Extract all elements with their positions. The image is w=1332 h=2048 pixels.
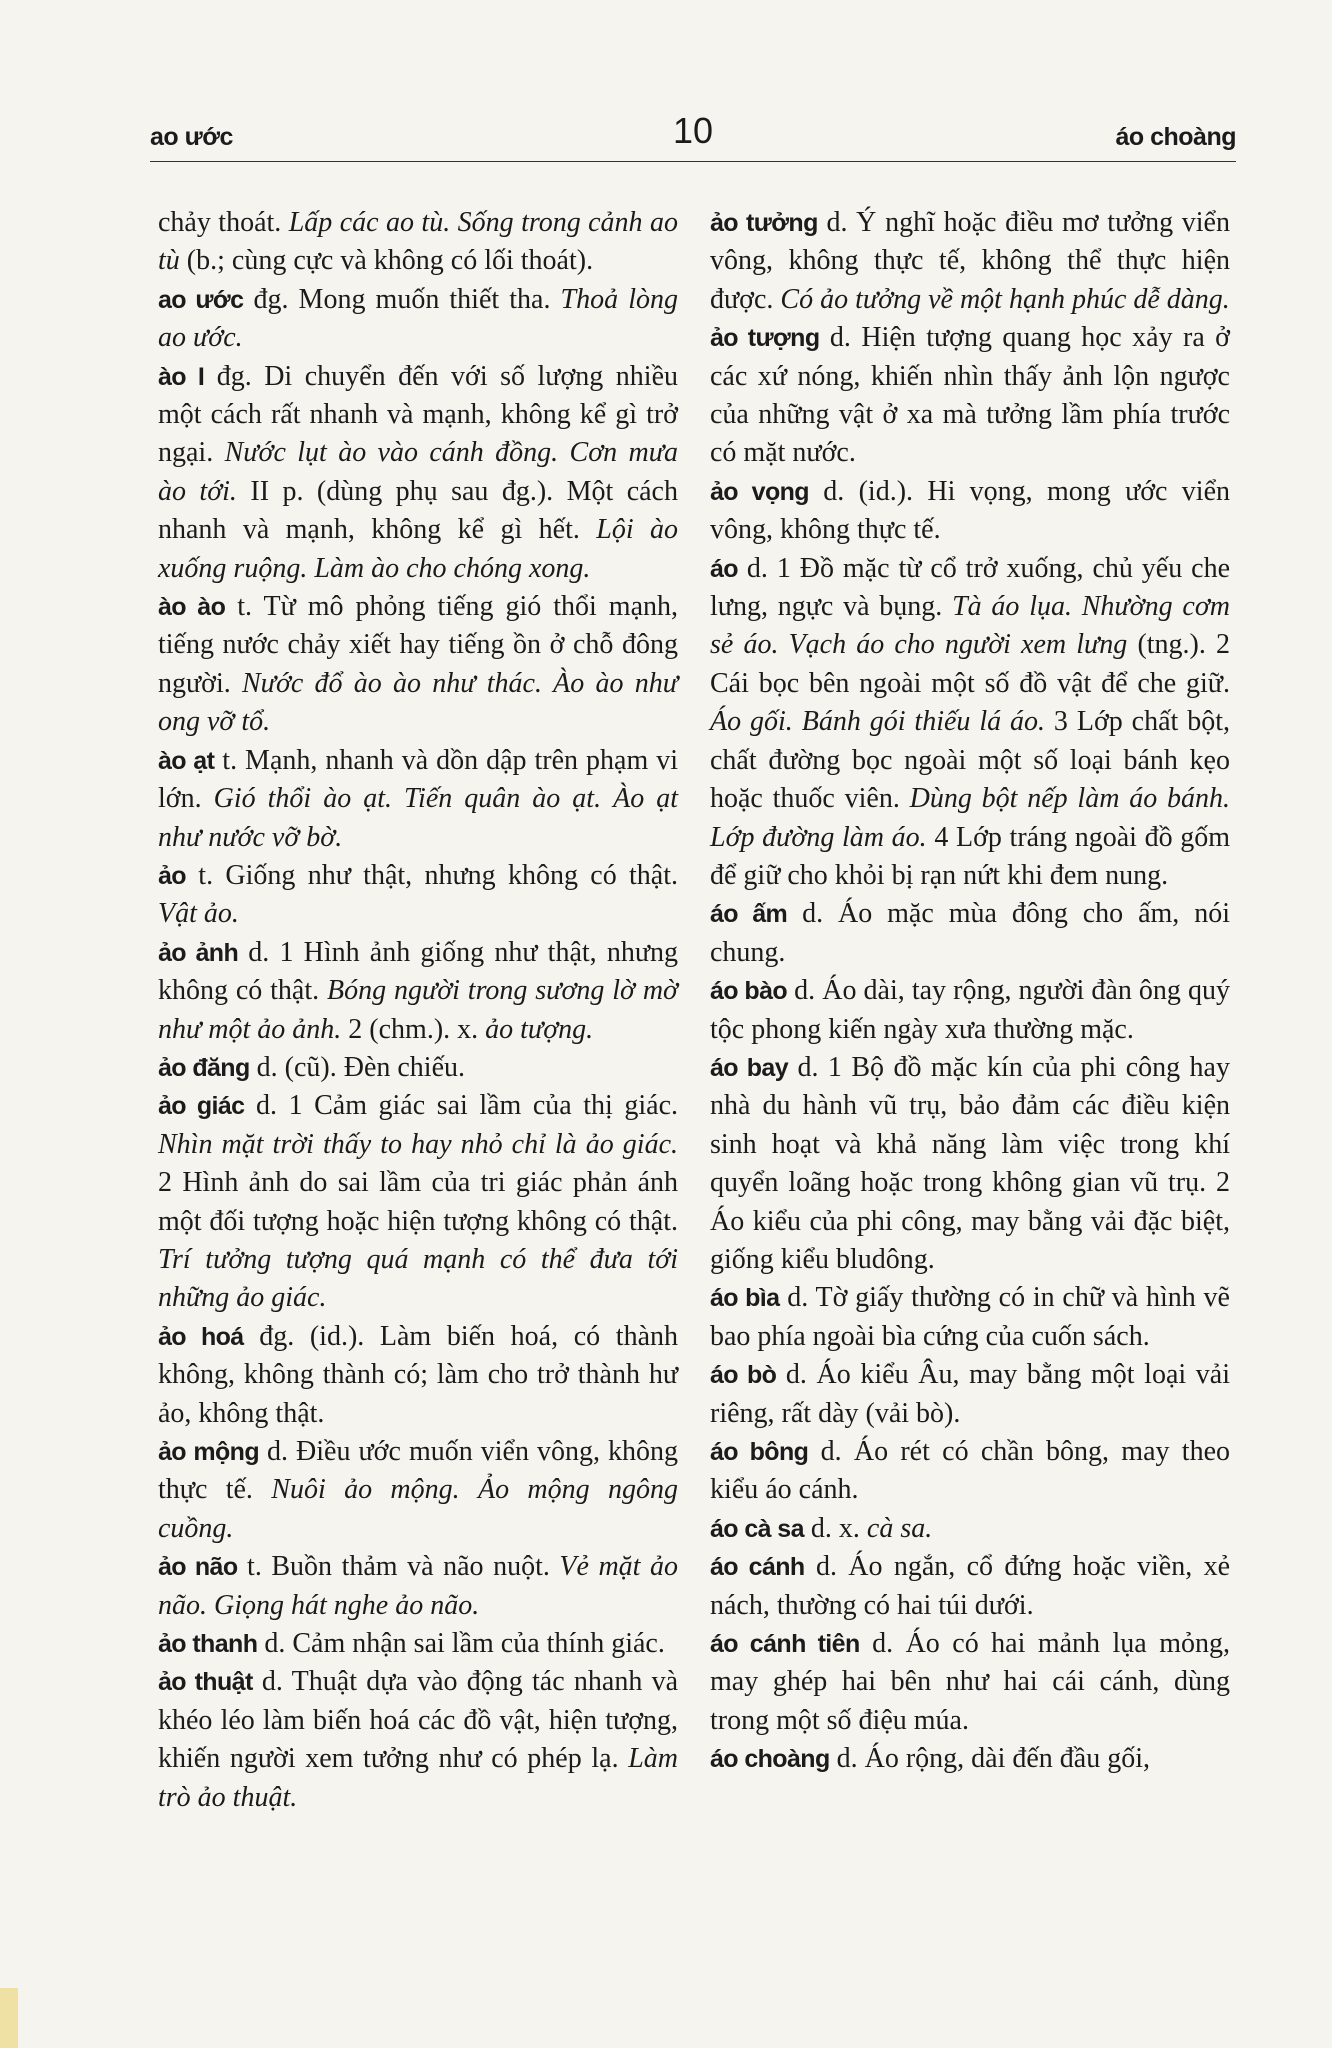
entry-headword: ảo ảnh <box>158 938 239 967</box>
entry-definition: d. Tờ giấy thường có in chữ và hình vẽ bao phía ngoài bìa cứng của cuốn sách. <box>710 1282 1230 1352</box>
entry-definition: đg. (id.). Làm biến hoá, có thành không, không thành có; làm cho trở thành hư ảo, không thật. <box>158 1320 678 1429</box>
entry-headword: ảo <box>158 861 186 890</box>
entry-headword: áo ấm <box>710 900 788 929</box>
dictionary-entry <box>158 281 678 358</box>
entry-definition: đg. Mong muốn thiết tha. <box>243 283 561 315</box>
entry-definition: t. Mạnh, nhanh và dồn dập trên phạm vi lớn. <box>158 744 678 815</box>
entry-definition: đg. Di chuyển đến với số lượng nhiều một cách rất nhanh và mạnh, không kể gì trở ngại. <box>158 360 679 469</box>
dictionary-entry <box>158 1433 678 1548</box>
entry-example: Nuôi ảo mộng. Ảo mộng ngông cuồng. <box>158 1474 678 1544</box>
dictionary-entry <box>710 1279 1230 1356</box>
entry-definition: d. (cũ). Đèn chiếu. <box>249 1051 465 1083</box>
entry-definition: d. Áo rét có chần bông, may theo kiểu áo cánh. <box>710 1436 1230 1506</box>
entry-definition: d. 1 Cảm giác sai lầm của thị giác. <box>244 1090 678 1122</box>
entry-definition: 3 Lớp chất bột, chất đường bọc ngoài một số loại bánh kẹo hoặc thuốc viên. <box>710 706 1230 815</box>
entry-definition: d. Áo mặc mùa đông cho ấm, nói chung. <box>710 898 1230 968</box>
entry-headword: áo cánh <box>710 1553 805 1582</box>
dictionary-entry <box>710 895 1230 972</box>
entry-example: Vẻ mặt ảo não. Giọng hát nghe ảo não. <box>158 1551 679 1621</box>
entry-definition: d. Thuật dựa vào động tác nhanh và khéo léo làm biến hoá các đồ vật, hiện tượng, khiến người xem tưởng như có phép lạ. <box>158 1666 678 1775</box>
dictionary-entry <box>158 1548 678 1625</box>
dictionary-entry <box>710 319 1230 473</box>
entry-example: Bóng người trong sương lờ mờ như một ảo ảnh. <box>158 975 678 1045</box>
entry-definition: chảy thoát. <box>158 207 289 238</box>
entry-definition: d. (id.). Hi vọng, mong ước viển vông, không thực tế. <box>710 475 1231 546</box>
right-column <box>710 204 1230 1779</box>
entry-headword: ảo tượng <box>710 324 820 353</box>
entry-headword: áo bìa <box>710 1284 780 1313</box>
dictionary-entry <box>710 473 1230 550</box>
entry-example: Có ảo tưởng về một hạnh phúc dễ dàng. <box>780 283 1230 315</box>
page-number: 10 <box>672 110 714 151</box>
dictionary-entry <box>710 204 1230 319</box>
dictionary-entry <box>710 1049 1230 1279</box>
entry-example: Áo gối. Bánh gói thiếu lá áo. <box>710 706 1046 738</box>
entry-definition: t. Buồn thảm và não nuột. <box>237 1551 560 1583</box>
entry-definition: 4 Lớp tráng ngoài đồ gốm để giữ cho khỏi bị rạn nứt khi đem nung. <box>710 821 1231 891</box>
dictionary-entry <box>158 934 678 1049</box>
entry-definition: d. 1 Đồ mặc từ cổ trở xuống, chủ yếu che lưng, ngực và bụng. <box>710 552 1230 623</box>
header-first-word: ao ước <box>150 123 233 151</box>
running-header <box>150 110 1236 158</box>
entry-definition: 2 (chm.). x. <box>341 1013 486 1045</box>
dictionary-entry <box>158 204 678 281</box>
dictionary-entry <box>158 358 678 588</box>
entry-example: Gió thổi ào ạt. Tiến quân ào ạt. Ào ạt như nước vỡ bờ. <box>158 783 678 853</box>
entry-headword: áo bông <box>710 1438 809 1466</box>
entry-headword: ào I <box>158 362 205 391</box>
dictionary-entry <box>158 1049 678 1087</box>
entry-definition: t. Từ mô phỏng tiếng gió thổi mạnh, tiếng nước chảy xiết hay tiếng ồn ở chỗ đông người. <box>158 591 678 699</box>
dictionary-entry <box>158 742 678 857</box>
entry-definition: t. Giống như thật, nhưng không có thật. <box>185 859 678 891</box>
entry-definition: d. Áo có hai mảnh lụa mỏng, may ghép hai bên như hai cái cánh, dùng trong một số điệu múa. <box>710 1628 1230 1736</box>
entry-headword: áo bay <box>710 1053 789 1082</box>
entry-example: Tà áo lụa. Nhường cơm sẻ áo. Vạch áo cho người xem lưng <box>710 591 1230 661</box>
entry-headword: áo choàng <box>710 1745 830 1774</box>
entry-example: Nước đổ ào ào như thác. Ào ào như ong vỡ tổ. <box>158 667 679 738</box>
entry-example: Nhìn mặt trời thấy to hay nhỏ chỉ là ảo giác. <box>158 1128 678 1160</box>
entry-headword: áo <box>710 554 738 583</box>
header-last-word: áo choàng <box>1115 123 1236 151</box>
entry-definition: d. Áo ngắn, cổ đứng hoặc viền, xẻ nách, thường có hai túi dưới. <box>710 1551 1230 1621</box>
entry-headword: áo cánh tiên <box>710 1630 860 1659</box>
dictionary-entry <box>158 588 678 742</box>
dictionary-entry <box>158 857 678 934</box>
dictionary-entry <box>158 1625 678 1663</box>
dictionary-entry <box>710 1625 1230 1740</box>
entry-headword: ảo hoá <box>158 1322 244 1351</box>
entry-definition: d. Cảm nhận sai lầm của thính giác. <box>257 1628 665 1660</box>
entry-example: Vật ảo. <box>158 898 239 930</box>
dictionary-entry <box>710 1548 1230 1625</box>
entry-example: Làm trò ảo thuật. <box>158 1743 678 1813</box>
entry-example: Dùng bột nếp làm áo bánh. Lớp đường làm áo. <box>710 783 1230 853</box>
entry-definition: d. Áo rộng, dài đến đầu gối, <box>829 1743 1151 1775</box>
dictionary-entry <box>158 1663 678 1817</box>
entry-example: Trí tưởng tượng quá mạnh có thể đưa tới những ảo giác. <box>158 1243 678 1314</box>
page-edge-tint <box>0 1988 18 2048</box>
entry-headword: ào ào <box>158 593 226 622</box>
entry-headword: áo bào <box>710 977 788 1006</box>
entry-headword: ao ước <box>158 285 244 314</box>
entry-example: Nước lụt ào vào cánh đồng. Cơn mưa ào tới. <box>158 437 678 507</box>
entry-headword: ảo đăng <box>158 1053 250 1082</box>
entry-definition: d. 1 Bộ đồ mặc kín của phi công hay nhà du hành vũ trụ, bảo đảm các điều kiện sinh hoạt và khả năng làm việc trong khí quyển loãng hoặc trong không gian vũ trụ. 2 Áo kiểu của phi công, may bằng vải đặc biệt, giống kiểu bludông. <box>710 1051 1230 1275</box>
entry-headword: ảo giác <box>158 1092 245 1121</box>
entry-headword: ào ạt <box>158 746 215 775</box>
entry-example: ảo tượng. <box>485 1013 594 1045</box>
dictionary-entry <box>710 1356 1230 1433</box>
entry-example: cà sa. <box>866 1512 933 1544</box>
entry-headword: ảo tưởng <box>710 209 818 237</box>
entry-headword: ảo thuật <box>158 1668 253 1697</box>
entry-headword: áo bò <box>710 1361 777 1390</box>
entry-headword: ảo vọng <box>710 477 809 506</box>
entry-definition: d. 1 Hình ảnh giống như thật, nhưng không có thật. <box>158 936 679 1007</box>
dictionary-entry <box>710 550 1230 896</box>
entry-definition: d. Điều ước muốn viển vông, không thực tế. <box>158 1436 679 1506</box>
dictionary-entry <box>158 1087 678 1317</box>
entry-definition: II p. (dùng phụ sau đg.). Một cách nhanh và mạnh, không kể gì hết. <box>158 475 678 546</box>
entry-definition: d. Áo dài, tay rộng, người đàn ông quý tộc phong kiến ngày xưa thường mặc. <box>710 975 1230 1045</box>
entry-example: Thoả lòng ao ước. <box>158 283 678 354</box>
entry-headword: ảo não <box>158 1553 238 1582</box>
entry-headword: áo cà sa <box>710 1514 804 1543</box>
dictionary-entry <box>710 1510 1230 1548</box>
entry-definition: (b.; cùng cực và không có lối thoát). <box>179 245 594 277</box>
entry-definition: d. Ý nghĩ hoặc điều mơ tưởng viển vông, không thực tế, không thể thực hiện được. <box>710 207 1230 315</box>
header-rule <box>150 161 1236 162</box>
entry-definition: d. Hiện tượng quang học xảy ra ở các xứ nóng, khiến nhìn thấy ảnh lộn ngược của những vật ở xa mà tưởng lầm phía trước có mặt nước. <box>710 322 1230 469</box>
left-column <box>158 204 678 1817</box>
entry-example: Lấp các ao tù. Sống trong cảnh ao tù <box>158 207 678 277</box>
dictionary-entry <box>710 1740 1230 1778</box>
entry-definition: d. x. <box>803 1512 867 1544</box>
dictionary-entry <box>710 972 1230 1049</box>
dictionary-entry <box>158 1318 678 1433</box>
entry-definition: 2 Hình ảnh do sai lầm của tri giác phản ánh một đối tượng hoặc hiện tượng không có thật. <box>158 1167 678 1237</box>
entry-definition: (tng.). 2 Cái bọc bên ngoài một số đồ vật để che giữ. <box>710 629 1230 699</box>
entry-headword: ảo mộng <box>158 1438 259 1466</box>
dictionary-entry <box>710 1433 1230 1510</box>
entry-definition: d. Áo kiểu Âu, may bằng một loại vải riêng, rất dày (vải bò). <box>710 1359 1230 1429</box>
entry-example: Lội ào xuống ruộng. Làm ào cho chóng xong. <box>158 514 678 584</box>
entry-headword: ảo thanh <box>158 1630 258 1659</box>
